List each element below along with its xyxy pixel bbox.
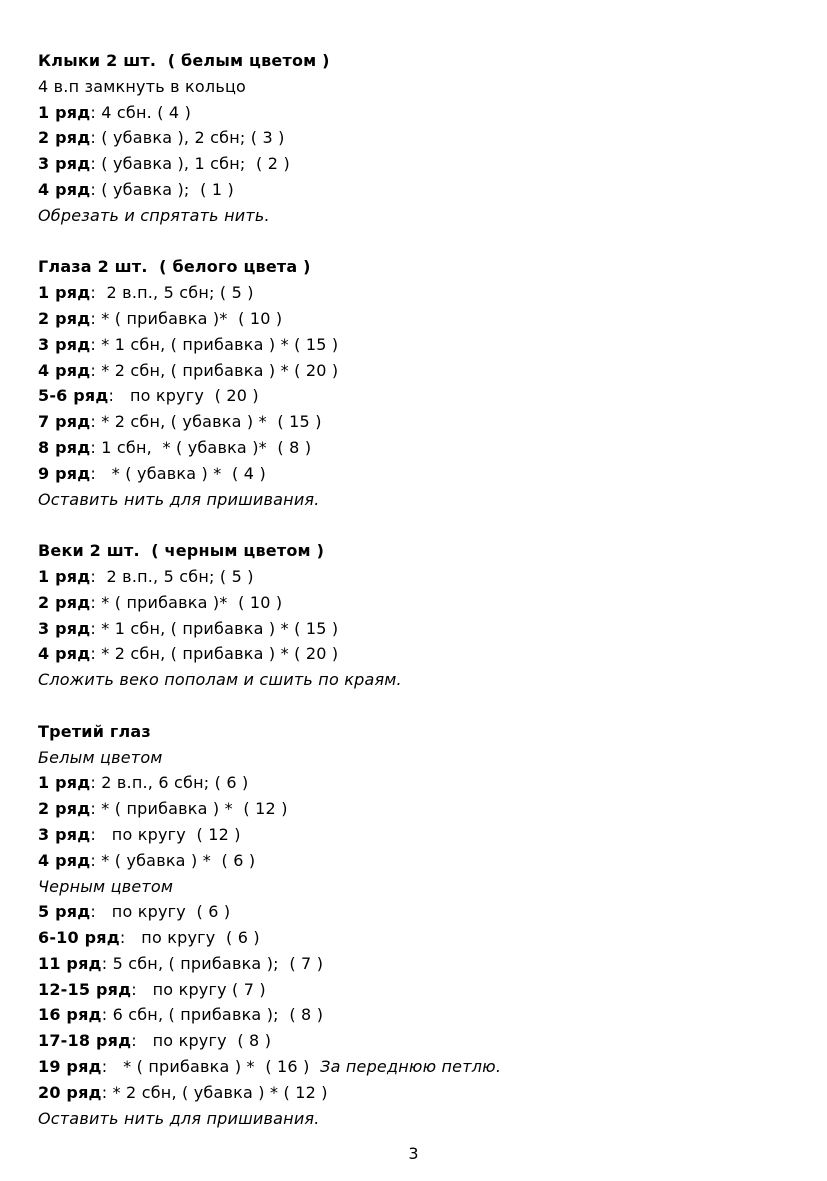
row-instruction <box>38 409 798 435</box>
row-label: 3 ряд <box>38 824 91 844</box>
row-instruction <box>38 177 798 203</box>
instruction-line: 4 в.п замкнуть в кольцо <box>38 76 247 96</box>
row-label: 6-10 ряд <box>38 928 120 948</box>
row-instruction <box>38 1080 798 1106</box>
row-label: 17-18 ряд <box>38 1031 132 1051</box>
row-text: : по кругу ( 7 ) <box>131 979 266 999</box>
row-instruction <box>38 280 798 306</box>
row-label: 9 ряд <box>38 463 91 483</box>
document-body <box>38 48 798 1131</box>
row-label: 4 ряд <box>38 644 91 664</box>
row-text: : * 1 сбн, ( прибавка ) * ( 15 ) <box>90 334 339 354</box>
row-label: 1 ряд <box>38 566 91 586</box>
row-text: : 2 в.п., 5 сбн; ( 5 ) <box>90 566 254 586</box>
row-instruction <box>38 590 798 616</box>
row-instruction <box>38 564 798 590</box>
section-title: Третий глаз <box>38 721 151 741</box>
row-instruction <box>38 306 798 332</box>
row-label: 2 ряд <box>38 128 91 148</box>
row-text: : * ( прибавка )* ( 10 ) <box>90 308 283 328</box>
section-title: Клыки 2 шт. ( белым цветом ) <box>38 51 330 70</box>
row-text: : * 1 сбн, ( прибавка ) * ( 15 ) <box>90 618 339 638</box>
row-text: : ( убавка ), 2 сбн; ( 3 ) <box>90 128 285 148</box>
row-label: 8 ряд <box>38 437 91 457</box>
row-label: 7 ряд <box>38 412 91 432</box>
row-label: 2 ряд <box>38 592 91 612</box>
row-label: 1 ряд <box>38 283 91 303</box>
instruction-note: Оставить нить для пришивания. <box>38 1108 320 1128</box>
row-text: : по кругу ( 6 ) <box>119 928 260 948</box>
instruction-note: Белым цветом <box>38 747 163 767</box>
row-text: : по кругу ( 12 ) <box>90 824 241 844</box>
section-gap <box>38 693 798 719</box>
row-label: 3 ряд <box>38 334 91 354</box>
row-text: : 1 сбн, * ( убавка )* ( 8 ) <box>90 437 312 457</box>
row-text: : 2 в.п., 5 сбн; ( 5 ) <box>90 283 254 303</box>
row-instruction <box>38 151 798 177</box>
row-instruction <box>38 848 798 874</box>
row-text: : * ( убавка ) * ( 4 ) <box>90 463 266 483</box>
instruction-note: Обрезать и спрятать нить. <box>38 205 270 225</box>
row-text: : * 2 сбн, ( убавка ) * ( 15 ) <box>90 412 322 432</box>
row-instruction <box>38 977 798 1003</box>
row-label: 19 ряд <box>38 1057 102 1077</box>
row-instruction <box>38 1028 798 1054</box>
row-text: : * ( прибавка )* ( 10 ) <box>90 592 283 612</box>
row-text: : по кругу ( 8 ) <box>131 1031 272 1051</box>
row-instruction <box>38 358 798 384</box>
instruction-note: Черным цветом <box>38 876 174 896</box>
row-text: : по кругу ( 20 ) <box>108 386 259 406</box>
section-gap <box>38 512 798 538</box>
row-label: 2 ряд <box>38 799 91 819</box>
row-label: 20 ряд <box>38 1082 102 1102</box>
row-instruction <box>38 1002 798 1028</box>
row-instruction <box>38 796 798 822</box>
row-text: : * 2 сбн, ( убавка ) * ( 12 ) <box>101 1082 328 1102</box>
row-label: 11 ряд <box>38 953 102 973</box>
row-label: 2 ряд <box>38 308 91 328</box>
row-instruction <box>38 616 798 642</box>
row-label: 3 ряд <box>38 154 91 174</box>
row-label: 1 ряд <box>38 102 91 122</box>
row-instruction <box>38 1054 798 1080</box>
row-instruction <box>38 641 798 667</box>
row-instruction <box>38 332 798 358</box>
row-text: : * ( убавка ) * ( 6 ) <box>90 850 256 870</box>
row-label: 12-15 ряд <box>38 979 132 999</box>
row-instruction <box>38 100 798 126</box>
row-instruction <box>38 822 798 848</box>
row-instruction <box>38 435 798 461</box>
instruction-note: Сложить веко пополам и сшить по краям. <box>38 670 402 690</box>
row-label: 3 ряд <box>38 618 91 638</box>
row-label: 1 ряд <box>38 773 91 793</box>
page-number: 3 <box>408 1144 419 1163</box>
row-text: : ( убавка ), 1 сбн; ( 2 ) <box>90 154 290 174</box>
section-gap <box>38 229 798 255</box>
row-instruction <box>38 951 798 977</box>
row-instruction <box>38 461 798 487</box>
row-label: 4 ряд <box>38 360 91 380</box>
row-text: : * 2 сбн, ( прибавка ) * ( 20 ) <box>90 360 339 380</box>
row-text: : * 2 сбн, ( прибавка ) * ( 20 ) <box>90 644 339 664</box>
row-text: : 2 в.п., 6 сбн; ( 6 ) <box>90 773 249 793</box>
row-instruction <box>38 383 798 409</box>
section-title: Веки 2 шт. ( черным цветом ) <box>38 541 325 561</box>
row-instruction <box>38 925 798 951</box>
instruction-note: Оставить нить для пришивания. <box>38 489 320 509</box>
row-text: : 4 сбн. ( 4 ) <box>90 102 192 122</box>
row-text: : 5 сбн, ( прибавка ); ( 7 ) <box>101 953 324 973</box>
row-text: : по кругу ( 6 ) <box>90 902 231 922</box>
row-text: : ( убавка ); ( 1 ) <box>90 179 234 199</box>
row-text: : * ( прибавка ) * ( 12 ) <box>90 799 288 819</box>
row-text: : 6 сбн, ( прибавка ); ( 8 ) <box>101 1005 324 1025</box>
row-label: 5 ряд <box>38 902 91 922</box>
row-note: За переднюю петлю. <box>309 1057 502 1077</box>
row-instruction <box>38 125 798 151</box>
section-title: Глаза 2 шт. ( белого цвета ) <box>38 257 311 277</box>
row-label: 4 ряд <box>38 179 91 199</box>
row-label: 5-6 ряд <box>38 386 109 406</box>
row-instruction <box>38 899 798 925</box>
row-label: 4 ряд <box>38 850 91 870</box>
row-label: 16 ряд <box>38 1005 102 1025</box>
row-instruction <box>38 770 798 796</box>
row-text: : * ( прибавка ) * ( 16 ) <box>101 1057 310 1077</box>
